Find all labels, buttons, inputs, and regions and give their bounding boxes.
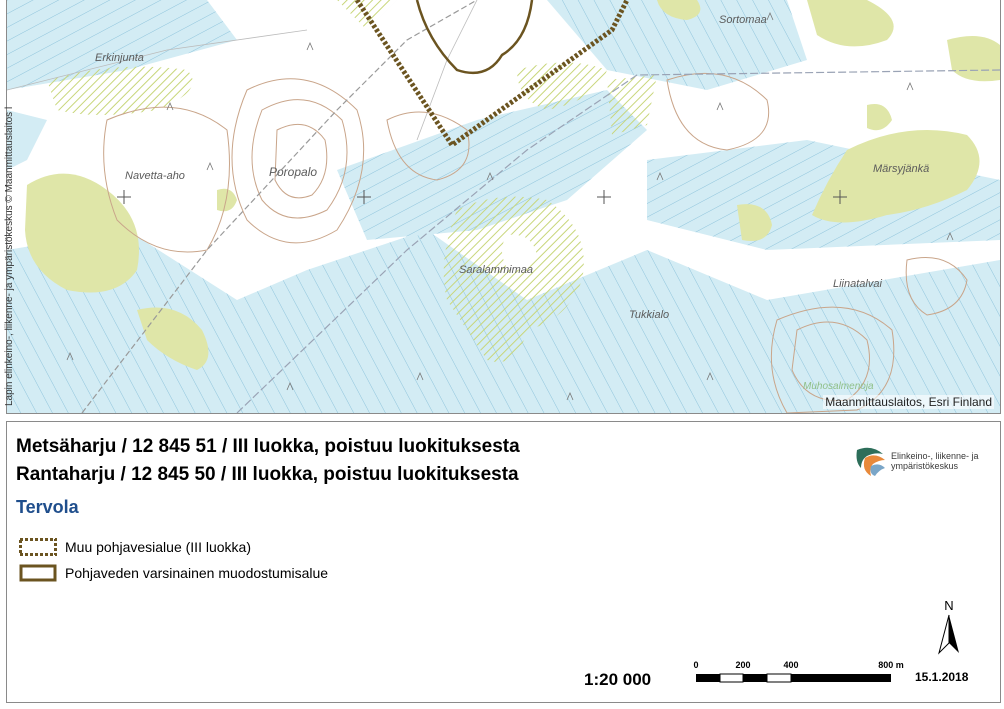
place-label-muhosalmenoja: Muhosalmenoja — [803, 381, 874, 392]
place-label-liinatalvai: Liinatalvai — [833, 278, 882, 290]
north-arrow-icon — [934, 613, 964, 657]
map-view[interactable] — [6, 0, 1001, 414]
legend-label: Muu pohjavesialue (III luokka) — [65, 539, 251, 555]
place-label-sortomaa: Sortomaa — [719, 14, 767, 26]
place-label-marsyjanka: Märsyjänkä — [873, 163, 930, 175]
title-line-2: Rantaharju / 12 845 50 / III luokka, poistuu luokituksesta — [16, 464, 519, 485]
solid-boundary-symbol-icon — [19, 564, 57, 582]
ely-logo-icon — [853, 444, 887, 478]
map-date: 15.1.2018 — [915, 670, 969, 684]
info-panel — [6, 421, 1001, 703]
side-credit: Lapin elinkeino-, liikenne- ja ympäristökeskus © Maanmittauslaitos l — [4, 106, 15, 406]
legend-label: Pohjaveden varsinainen muodostumisalue — [65, 565, 329, 581]
scale-ratio: 1:20 000 — [584, 670, 652, 689]
logo-text-line-2: ympäristökeskus — [891, 461, 959, 471]
place-label-saralammimaa: Saralammimaa — [459, 264, 533, 276]
legend-item-other-groundwater-area — [19, 538, 251, 556]
scalebar — [691, 660, 911, 693]
scalebar-label-0: 0 — [693, 660, 699, 670]
legend-item-formation-area — [19, 564, 328, 582]
place-label-tukkialo: Tukkialo — [629, 309, 670, 321]
map-credit: Maanmittauslaitos, Esri Finland — [825, 395, 992, 409]
place-label-poropalo: Poropalo — [269, 165, 318, 179]
title-line-1: Metsäharju / 12 845 51 / III luokka, poistuu luokituksesta — [16, 436, 520, 457]
scalebar-label-400: 400 — [783, 660, 799, 670]
scalebar-label-200: 200 — [735, 660, 751, 670]
place-label-erkinjunta: Erkinjunta — [95, 52, 144, 64]
dashed-boundary-symbol-icon — [19, 538, 57, 556]
ely-centre-logo — [853, 444, 979, 478]
north-arrow — [934, 598, 964, 662]
place-label-navetta-aho: Navetta-aho — [125, 170, 185, 182]
map-canvas — [7, 0, 1000, 413]
logo-text-line-1: Elinkeino-, liikenne- ja — [891, 451, 979, 461]
north-label: N — [944, 598, 954, 613]
municipality-name: Tervola — [16, 497, 79, 517]
scalebar-label-800: 800 m — [878, 660, 904, 670]
